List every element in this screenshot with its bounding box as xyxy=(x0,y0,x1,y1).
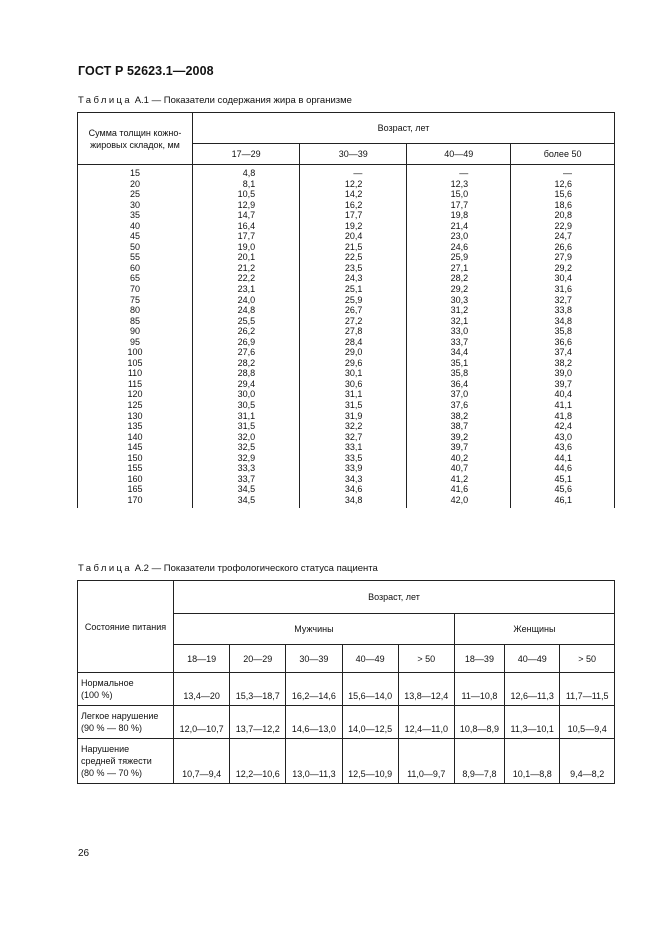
fat-percent-value: 44,6 xyxy=(554,463,572,474)
trophological-value: 11,0—9,7 xyxy=(398,739,454,784)
table1-col-40-49 xyxy=(407,165,511,508)
fat-percent-value: 19,2 xyxy=(344,220,363,231)
fat-percent-value: 33,5 xyxy=(344,452,363,463)
trophological-value: 12,4—11,0 xyxy=(398,706,454,739)
table2-age-header: Возраст, лет xyxy=(174,581,615,614)
fat-percent-value: 37,4 xyxy=(554,347,572,358)
table-a2 xyxy=(77,580,615,784)
fat-percent-value: 12,9 xyxy=(237,199,256,210)
fat-percent-value: 32,7 xyxy=(344,431,363,442)
fat-percent-value: 27,6 xyxy=(237,347,256,358)
fat-percent-value: 32,0 xyxy=(237,431,256,442)
fat-percent-value: 4,8 xyxy=(242,168,256,178)
fat-percent-value: 15,0 xyxy=(450,189,469,200)
fat-percent-value: 39,0 xyxy=(554,368,572,379)
skinfold-sum-value: 110 xyxy=(127,368,143,379)
fat-percent-value: 34,3 xyxy=(344,473,363,484)
fat-percent-value: — xyxy=(459,168,469,178)
trophological-value: 10,8—8,9 xyxy=(454,706,504,739)
fat-percent-value: 15,6 xyxy=(554,189,572,200)
fat-percent-value: 43,0 xyxy=(554,431,572,442)
fat-percent-value: 30,6 xyxy=(344,378,363,389)
nutrition-state-label-line: Легкое нарушение xyxy=(81,711,159,721)
skinfold-sum-value: 75 xyxy=(129,294,140,305)
table2-body xyxy=(78,673,615,784)
table2-age-range: 18—19 xyxy=(174,645,230,673)
skinfold-sum-value: 95 xyxy=(129,336,140,347)
fat-percent-value: 36,4 xyxy=(450,378,469,389)
table1-body xyxy=(78,165,615,508)
fat-percent-value: 29,2 xyxy=(554,262,572,273)
trophological-value: 12,5—10,9 xyxy=(342,739,398,784)
skinfold-sum-value: 170 xyxy=(127,494,143,505)
fat-percent-value: 33,7 xyxy=(450,336,469,347)
trophological-value: 13,8—12,4 xyxy=(398,673,454,706)
page-number: 26 xyxy=(78,848,90,859)
trophological-value: 10,1—8,8 xyxy=(505,739,560,784)
fat-percent-value: 25,1 xyxy=(344,284,363,295)
fat-percent-value: 41,8 xyxy=(554,410,572,421)
trophological-value: 14,0—12,5 xyxy=(342,706,398,739)
fat-percent-value: 34,5 xyxy=(237,494,256,505)
fat-percent-value: 41,1 xyxy=(554,400,572,411)
trophological-value: 15,6—14,0 xyxy=(342,673,398,706)
table1-col-30-39 xyxy=(300,165,407,508)
table1-caption-prefix: Таблица xyxy=(78,95,133,106)
table1-age-range: более 50 xyxy=(511,144,615,165)
skinfold-sum-value: 15 xyxy=(129,168,140,178)
fat-percent-value: 45,6 xyxy=(554,484,572,495)
fat-percent-value: 35,1 xyxy=(450,357,469,368)
fat-percent-value: 24,3 xyxy=(344,273,363,284)
fat-percent-value: 19,0 xyxy=(237,241,256,252)
table-row xyxy=(78,673,615,706)
fat-percent-value: 24,6 xyxy=(450,241,469,252)
fat-percent-value: 28,4 xyxy=(344,336,363,347)
trophological-value: 12,6—11,3 xyxy=(505,673,560,706)
fat-percent-value: 36,6 xyxy=(554,336,572,347)
fat-percent-value: 34,8 xyxy=(554,315,572,326)
skinfold-sum-value: 150 xyxy=(127,452,143,463)
fat-percent-value: 33,1 xyxy=(344,442,363,453)
table2-age-range: > 50 xyxy=(398,645,454,673)
fat-percent-value: 29,6 xyxy=(344,357,363,368)
fat-percent-value: 33,8 xyxy=(554,305,572,316)
table2-age-range: > 50 xyxy=(560,645,615,673)
fat-percent-value: 31,1 xyxy=(344,389,363,400)
fat-percent-value: 46,1 xyxy=(554,494,572,505)
fat-percent-value: 45,1 xyxy=(554,473,572,484)
skinfold-sum-value: 25 xyxy=(129,189,140,200)
fat-percent-value: 29,0 xyxy=(344,347,363,358)
fat-percent-value: 30,0 xyxy=(237,389,256,400)
fat-percent-value: 8,1 xyxy=(242,178,256,189)
skinfold-sum-value: 165 xyxy=(127,484,143,495)
nutrition-state-label xyxy=(78,739,174,784)
trophological-value: 12,0—10,7 xyxy=(174,706,230,739)
skinfold-sum-value: 30 xyxy=(129,199,140,210)
trophological-value: 12,2—10,6 xyxy=(230,739,286,784)
nutrition-state-label-line: Нарушение xyxy=(81,744,130,754)
fat-percent-value: 31,2 xyxy=(450,305,469,316)
table1-age-range: 40—49 xyxy=(407,144,511,165)
fat-percent-value: 24,0 xyxy=(237,294,256,305)
fat-percent-value: 17,7 xyxy=(237,231,256,242)
table2-age-range: 40—49 xyxy=(342,645,398,673)
fat-percent-value: 12,2 xyxy=(344,178,363,189)
skinfold-sum-value: 115 xyxy=(127,378,143,389)
fat-percent-value: 40,4 xyxy=(554,389,572,400)
fat-percent-value: 37,6 xyxy=(450,400,469,411)
trophological-value: 10,7—9,4 xyxy=(174,739,230,784)
table2-age-range: 30—39 xyxy=(286,645,342,673)
fat-percent-value: — xyxy=(353,168,363,178)
table1-caption xyxy=(78,95,352,106)
fat-percent-value: 31,5 xyxy=(237,421,256,432)
skinfold-sum-value: 130 xyxy=(127,410,143,421)
skinfold-sum-value: 145 xyxy=(127,442,143,453)
fat-percent-value: 20,1 xyxy=(237,252,256,263)
fat-percent-value: — xyxy=(563,168,572,178)
nutrition-state-label xyxy=(78,706,174,739)
fat-percent-value: 27,8 xyxy=(344,326,363,337)
fat-percent-value: 34,5 xyxy=(237,484,256,495)
fat-percent-value: 39,2 xyxy=(450,431,469,442)
table-row xyxy=(78,739,615,784)
fat-percent-value: 32,5 xyxy=(237,442,256,453)
fat-percent-value: 31,6 xyxy=(554,284,572,295)
fat-percent-value: 23,5 xyxy=(344,262,363,273)
fat-percent-value: 22,2 xyxy=(237,273,256,284)
skinfold-sum-value: 155 xyxy=(127,463,143,474)
fat-percent-value: 42,4 xyxy=(554,421,572,432)
nutrition-state-label-line: (80 % — 70 %) xyxy=(81,768,143,778)
table2-men-header: Мужчины xyxy=(174,614,455,645)
fat-percent-value: 12,6 xyxy=(554,178,572,189)
fat-percent-value: 32,7 xyxy=(554,294,572,305)
fat-percent-value: 35,8 xyxy=(450,368,469,379)
table2-caption xyxy=(78,563,378,574)
fat-percent-value: 43,6 xyxy=(554,442,572,453)
fat-percent-value: 35,8 xyxy=(554,326,572,337)
trophological-value: 13,4—20 xyxy=(174,673,230,706)
skinfold-sum-value: 100 xyxy=(127,347,143,358)
skinfold-sum-value: 125 xyxy=(127,400,143,411)
fat-percent-value: 29,2 xyxy=(450,284,469,295)
fat-percent-value: 14,2 xyxy=(344,189,363,200)
table1-col1-header: Сумма толщин кожно-жировых складок, мм xyxy=(78,113,193,165)
fat-percent-value: 21,5 xyxy=(344,241,363,252)
skinfold-sum-value: 135 xyxy=(127,421,143,432)
fat-percent-value: 34,4 xyxy=(450,347,469,358)
fat-percent-value: 30,1 xyxy=(344,368,363,379)
fat-percent-value: 31,1 xyxy=(237,410,256,421)
fat-percent-value: 25,9 xyxy=(344,294,363,305)
fat-percent-value: 40,7 xyxy=(450,463,469,474)
fat-percent-value: 28,2 xyxy=(237,357,256,368)
nutrition-state-label-line: средней тяжести xyxy=(81,756,152,766)
trophological-value: 10,5—9,4 xyxy=(560,706,615,739)
trophological-value: 13,7—12,2 xyxy=(230,706,286,739)
fat-percent-value: 33,3 xyxy=(237,463,256,474)
fat-percent-value: 34,6 xyxy=(344,484,363,495)
fat-percent-value: 26,6 xyxy=(554,241,572,252)
fat-percent-value: 17,7 xyxy=(450,199,469,210)
trophological-value: 8,9—7,8 xyxy=(454,739,504,784)
fat-percent-value: 33,7 xyxy=(237,473,256,484)
fat-percent-value: 22,5 xyxy=(344,252,363,263)
fat-percent-value: 26,2 xyxy=(237,326,256,337)
skinfold-sum-value: 70 xyxy=(129,284,140,295)
skinfold-sum-value: 45 xyxy=(129,231,140,242)
fat-percent-value: 25,9 xyxy=(450,252,469,263)
fat-percent-value: 22,9 xyxy=(554,220,572,231)
fat-percent-value: 40,2 xyxy=(450,452,469,463)
fat-percent-value: 21,4 xyxy=(450,220,469,231)
fat-percent-value: 24,7 xyxy=(554,231,572,242)
fat-percent-value: 17,7 xyxy=(344,210,363,221)
nutrition-state-label-line: Нормальное xyxy=(81,678,134,688)
fat-percent-value: 39,7 xyxy=(554,378,572,389)
fat-percent-value: 21,2 xyxy=(237,262,256,273)
skinfold-sum-value: 90 xyxy=(129,326,140,337)
fat-percent-value: 32,1 xyxy=(450,315,469,326)
document-header: ГОСТ Р 52623.1—2008 xyxy=(78,64,214,78)
fat-percent-value: 20,4 xyxy=(344,231,363,242)
fat-percent-value: 18,6 xyxy=(554,199,572,210)
fat-percent-value: 29,4 xyxy=(237,378,256,389)
table1-col-skinfold xyxy=(78,165,193,508)
fat-percent-value: 23,0 xyxy=(450,231,469,242)
table1-col-17-29 xyxy=(193,165,300,508)
fat-percent-value: 24,8 xyxy=(237,305,256,316)
fat-percent-value: 26,7 xyxy=(344,305,363,316)
fat-percent-value: 27,9 xyxy=(554,252,572,263)
skinfold-sum-value: 105 xyxy=(127,357,143,368)
fat-percent-value: 28,8 xyxy=(237,368,256,379)
skinfold-sum-value: 50 xyxy=(129,241,140,252)
trophological-value: 11—10,8 xyxy=(454,673,504,706)
fat-percent-value: 10,5 xyxy=(237,189,256,200)
fat-percent-value: 37,0 xyxy=(450,389,469,400)
fat-percent-value: 28,2 xyxy=(450,273,469,284)
fat-percent-value: 27,2 xyxy=(344,315,363,326)
fat-percent-value: 38,2 xyxy=(450,410,469,421)
fat-percent-value: 14,7 xyxy=(237,210,256,221)
fat-percent-value: 33,9 xyxy=(344,463,363,474)
fat-percent-value: 44,1 xyxy=(554,452,572,463)
table1-age-header: Возраст, лет xyxy=(193,113,615,144)
table1-age-range: 17—29 xyxy=(193,144,300,165)
fat-percent-value: 38,2 xyxy=(554,357,572,368)
nutrition-state-label-line: (90 % — 80 %) xyxy=(81,723,143,733)
table2-caption-prefix: Таблица xyxy=(78,563,133,574)
fat-percent-value: 19,8 xyxy=(450,210,469,221)
table2-age-range: 20—29 xyxy=(230,645,286,673)
trophological-value: 13,0—11,3 xyxy=(286,739,342,784)
trophological-value: 15,3—18,7 xyxy=(230,673,286,706)
fat-percent-value: 32,9 xyxy=(237,452,256,463)
fat-percent-value: 30,5 xyxy=(237,400,256,411)
table1-age-range: 30—39 xyxy=(300,144,407,165)
fat-percent-value: 16,2 xyxy=(344,199,363,210)
nutrition-state-label-line: (100 %) xyxy=(81,690,113,700)
fat-percent-value: 39,7 xyxy=(450,442,469,453)
skinfold-sum-value: 65 xyxy=(129,273,140,284)
fat-percent-value: 27,1 xyxy=(450,262,469,273)
fat-percent-value: 34,8 xyxy=(344,494,363,505)
nutrition-state-label xyxy=(78,673,174,706)
table1-col-over-50 xyxy=(511,165,615,508)
table2-caption-text: А.2 — Показатели трофологического статуса пациента xyxy=(132,563,378,574)
fat-percent-value: 32,2 xyxy=(344,421,363,432)
skinfold-sum-value: 20 xyxy=(129,178,140,189)
table1-caption-text: А.1 — Показатели содержания жира в организме xyxy=(132,95,352,106)
fat-percent-value: 26,9 xyxy=(237,336,256,347)
fat-percent-value: 30,3 xyxy=(450,294,469,305)
table2-age-range: 18—39 xyxy=(454,645,504,673)
fat-percent-value: 42,0 xyxy=(450,494,469,505)
fat-percent-value: 33,0 xyxy=(450,326,469,337)
skinfold-sum-value: 55 xyxy=(129,252,140,263)
fat-percent-value: 30,4 xyxy=(554,273,572,284)
fat-percent-value: 41,2 xyxy=(450,473,469,484)
trophological-value: 11,3—10,1 xyxy=(505,706,560,739)
table2-women-header: Женщины xyxy=(454,614,614,645)
skinfold-sum-value: 60 xyxy=(129,262,140,273)
fat-percent-value: 16,4 xyxy=(237,220,256,231)
fat-percent-value: 12,3 xyxy=(450,178,469,189)
trophological-value: 14,6—13,0 xyxy=(286,706,342,739)
table2-state-header: Состояние питания xyxy=(78,581,174,673)
fat-percent-value: 38,7 xyxy=(450,421,469,432)
skinfold-sum-value: 85 xyxy=(129,315,140,326)
table-row xyxy=(78,706,615,739)
table2-age-range: 40—49 xyxy=(505,645,560,673)
fat-percent-value: 31,5 xyxy=(344,400,363,411)
trophological-value: 16,2—14,6 xyxy=(286,673,342,706)
fat-percent-value: 41,6 xyxy=(450,484,469,495)
skinfold-sum-value: 35 xyxy=(129,210,140,221)
skinfold-sum-value: 40 xyxy=(129,220,140,231)
fat-percent-value: 25,5 xyxy=(237,315,256,326)
skinfold-sum-value: 160 xyxy=(127,473,143,484)
fat-percent-value: 23,1 xyxy=(237,284,256,295)
fat-percent-value: 31,9 xyxy=(344,410,363,421)
trophological-value: 9,4—8,2 xyxy=(560,739,615,784)
fat-percent-value: 20,8 xyxy=(554,210,572,221)
skinfold-sum-value: 140 xyxy=(127,431,143,442)
table-a1 xyxy=(77,112,615,508)
skinfold-sum-value: 80 xyxy=(129,305,140,316)
skinfold-sum-value: 120 xyxy=(127,389,143,400)
trophological-value: 11,7—11,5 xyxy=(560,673,615,706)
